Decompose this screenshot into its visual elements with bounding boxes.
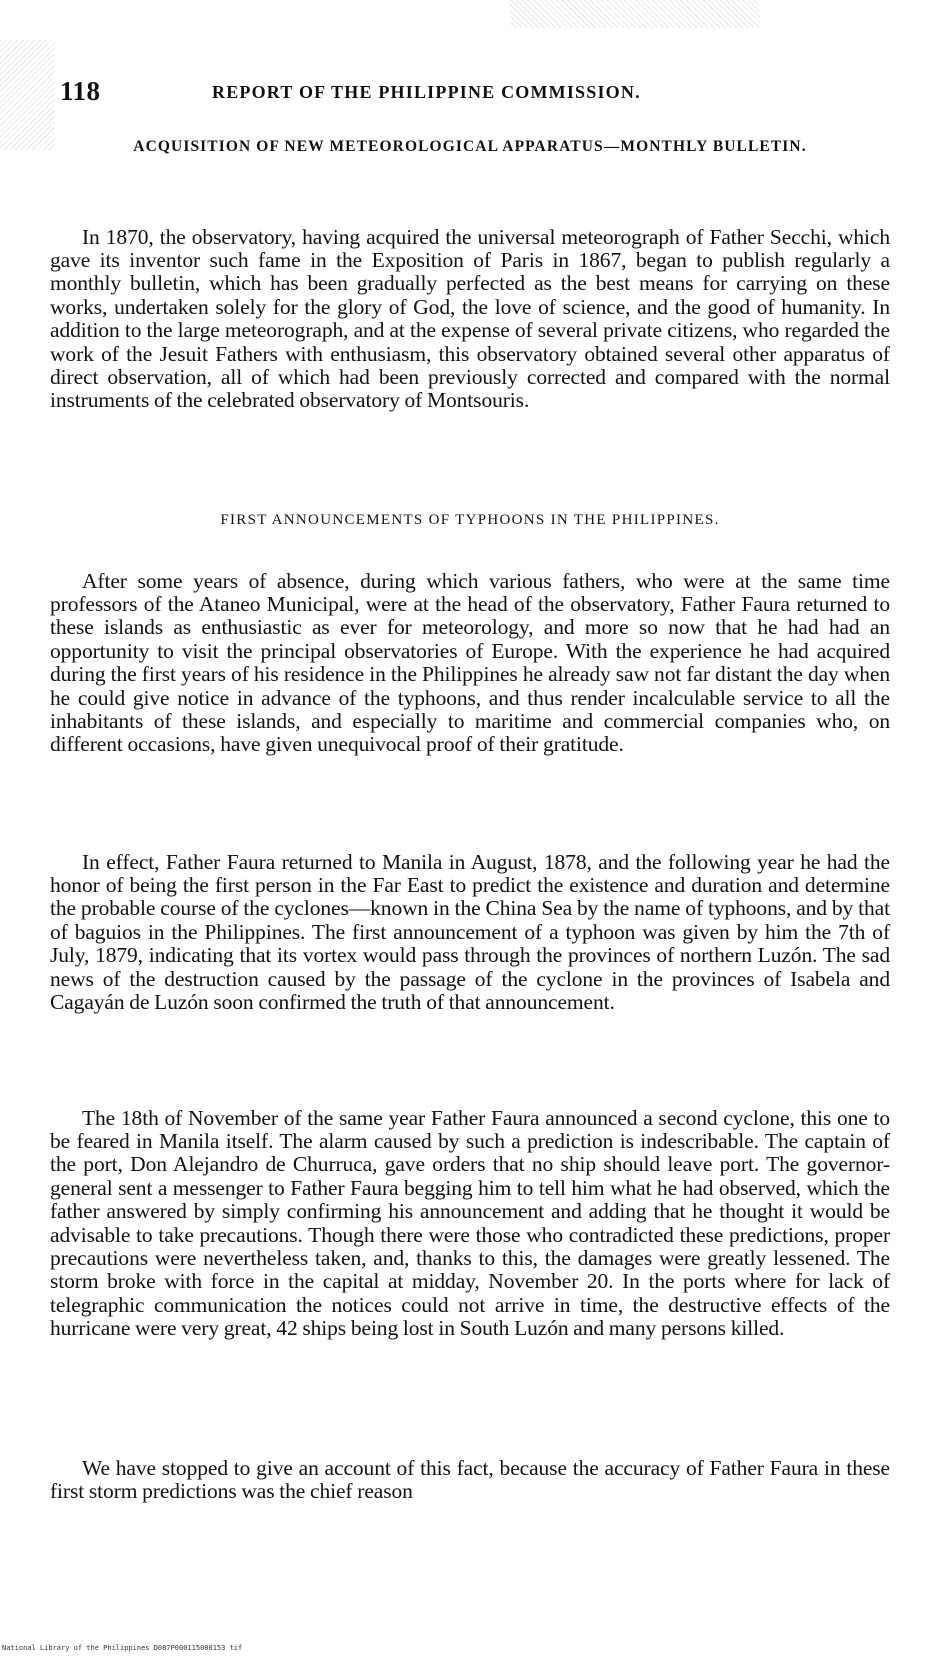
page-number: 118 [60,76,101,106]
scan-noise-top [510,0,760,28]
running-head: REPORT OF THE PHILIPPINE COMMISSION. [212,82,641,102]
section-heading-apparatus: ACQUISITION OF NEW METEOROLOGICAL APPARATUS—MONTHLY BULLETIN. [133,138,807,155]
paragraph-meteorograph: In 1870, the observatory, having acquired the universal meteorograph of Father Secchi, which gave its inventor such fame in the Exposition of Paris in 1867, began to publish regularly a monthly bulletin, which has been gradually perfected as the best means for carrying on these works, undertaken solely for the glory of God, the love of science, and the good of humanity. In addition to the large meteorograph, and at the expense of several private citizens, who regarded the work of the Jesuit Fathers with enthusiasm, this observatory obtained several other apparatus of direct observation, all of which had been previously corrected and compared with the normal instruments of the celebrated observatory of Montsouris. [50,224,890,413]
paragraph-second-cyclone: The 18th of November of the same year Father Faura announced a second cyclone, this one to be feared in Manila itself. The alarm caused by such a prediction is indescribable. The captain of the port, Don Alejandro de Churruca, gave orders that no ship should leave port. The governor-general sent a messenger to Father Faura begging him to tell him what he had observed, which the father answered by simply confirming his announcement and adding that he thought it would be advisable to take precautions. Though there were those who contradicted these predictions, proper precautions were nevertheless taken, and, thanks to this, the damages were greatly lessened. The storm broke with force in the capital at midday, November 20. In the ports where for lack of telegraphic communication the notices could not arrive in time, the destructive effects of the hurricane were very great, 42 ships being lost in South Luzón and many persons killed. [50,1105,890,1341]
section-heading-typhoons: FIRST ANNOUNCEMENTS OF TYPHOONS IN THE PHILIPPINES. [220,512,720,528]
paragraph-father-faura-return: After some years of absence, during which various fathers, who were at the same time professors of the Ataneo Municipal, were at the head of the observatory, Father Faura returned to these islands as enthusiastic as ever for meteorology, and more so now that he had had an opportunity to visit the principal observatories of Europe. With the experience he had acquired during the first years of his residence in the Philippines he already saw not far distant the day when he could give notice in advance of the typhoons, and thus render incalculable service to all the inhabitants of these islands, and especially to maritime and commercial companies who, on different occasions, have given unequivocal proof of their gratitude. [50,568,890,757]
scan-noise-left [0,40,55,150]
page-header [56,76,886,108]
paragraph-first-prediction: In effect, Father Faura returned to Manila in August, 1878, and the following year he had the honor of being the first person in the Far East to predict the existence and duration and determine the probable course of the cyclones—known in the China Sea by the name of typhoons, and by that of baguios in the Philippines. The first announcement of a typhoon was given by him the 7th of July, 1879, indicating that its vortex would pass through the provinces of northern Luzón. The sad news of the destruction caused by the passage of the cyclone in the provinces of Isabela and Cagayán de Luzón soon confirmed the truth of that announcement. [50,849,890,1014]
paragraph-conclusion: We have stopped to give an account of this fact, because the accuracy of Father Faura in these first storm predictions was the chief reason [50,1455,890,1503]
scan-footer: National Library of the Philippines D087P000115080153 tif [2,1644,243,1652]
